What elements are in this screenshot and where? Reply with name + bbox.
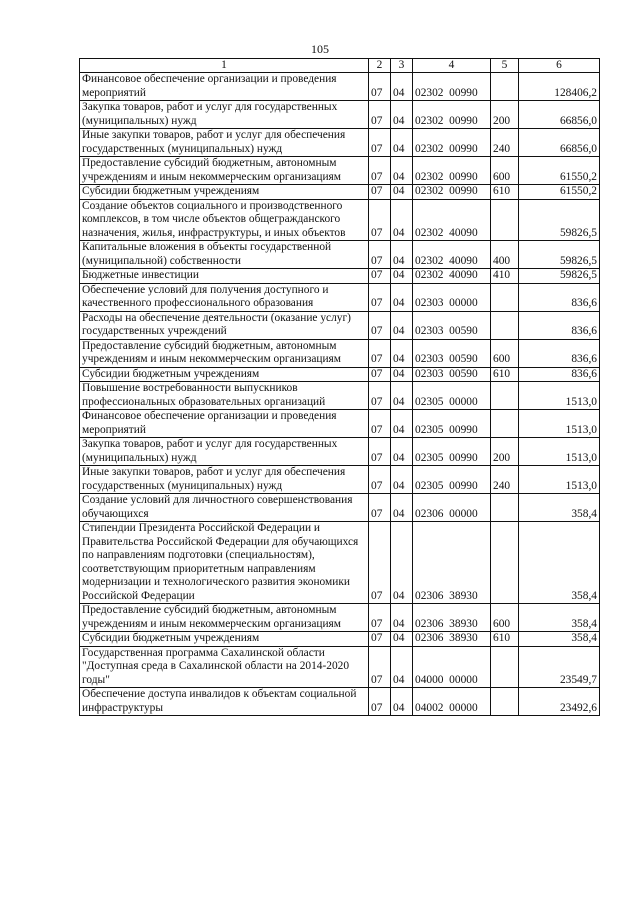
row-expense-type-cell [491,522,519,604]
row-expense-type-cell [491,494,519,522]
row-amount-cell-text: 66856,0 [559,114,597,127]
row-section-cell-text: 07 [371,170,383,183]
table-row [80,311,600,339]
table-row [80,339,600,367]
row-expense-type-cell-text: 610 [493,367,511,380]
row-subsection-cell [391,311,413,339]
row-subsection-cell [391,185,413,200]
row-amount-cell [519,466,600,494]
row-amount-cell-text: 59826,5 [559,269,597,281]
table-row [80,382,600,410]
row-name-cell [80,494,369,522]
row-section-cell-text: 07 [371,269,383,281]
row-section-cell [369,494,391,522]
row-amount-cell [519,410,600,438]
page-number: 105 [311,42,329,56]
row-target-article-cell [413,367,491,382]
row-section-cell-text: 07 [371,451,383,464]
table-row [80,632,600,647]
row-name-cell [80,157,369,185]
row-target-article-cell-text: 02302 40090 [415,226,478,239]
row-target-article-cell [413,129,491,157]
row-name-cell [80,367,369,382]
row-section-cell [369,269,391,284]
row-section-cell [369,410,391,438]
row-name-cell [80,688,369,716]
row-name-cell-text: Расходы на обеспечение деятельности (оказание услуг) государственных учреждений [82,311,351,337]
row-target-article-cell-text: 02302 40090 [415,254,478,267]
row-amount-cell-text: 1513,0 [565,451,597,464]
row-amount-cell [519,311,600,339]
row-amount-cell-text: 61550,2 [559,170,597,183]
row-target-article-cell [413,185,491,200]
row-expense-type-cell [491,632,519,647]
row-name-cell-text: Обеспечение доступа инвалидов к объектам социальной инфраструктуры [82,688,357,714]
row-expense-type-cell [491,73,519,101]
row-name-cell-text: Финансовое обеспечение организации и проведения мероприятий [82,410,337,436]
row-subsection-cell-text: 04 [393,451,405,464]
row-expense-type-cell-text: 610 [493,185,511,197]
table-row [80,101,600,129]
row-amount-cell [519,101,600,129]
row-expense-type-cell [491,688,519,716]
row-target-article-cell [413,199,491,241]
row-subsection-cell-text: 04 [393,269,405,281]
row-section-cell-text: 07 [371,423,383,436]
row-name-cell [80,646,369,688]
row-expense-type-cell-text: 610 [493,632,511,644]
row-amount-cell [519,241,600,269]
row-subsection-cell-text: 04 [393,507,405,520]
row-subsection-cell-text: 04 [393,254,405,267]
row-section-cell [369,632,391,647]
row-amount-cell-text: 66856,0 [559,142,597,155]
row-expense-type-cell-text: 600 [493,353,511,365]
column-header-2: 2 [369,59,391,73]
row-subsection-cell-text: 04 [393,589,405,602]
row-section-cell [369,646,391,688]
row-section-cell-text: 07 [371,353,383,365]
row-subsection-cell [391,339,413,367]
row-target-article-cell-text: 02305 00990 [415,423,478,436]
row-subsection-cell-text: 04 [393,353,405,365]
row-expense-type-cell [491,101,519,129]
row-subsection-cell [391,382,413,410]
row-section-cell-text: 07 [371,507,383,520]
row-amount-cell-text: 358,4 [571,617,597,630]
table-row [80,522,600,604]
row-section-cell [369,241,391,269]
row-subsection-cell-text: 04 [393,395,405,408]
row-name-cell [80,129,369,157]
row-name-cell-text: Обеспечение условий для получения доступного и качественного профессионального образования [82,283,329,309]
row-target-article-cell [413,283,491,311]
row-expense-type-cell [491,129,519,157]
column-header-4: 4 [413,59,491,73]
row-section-cell [369,157,391,185]
row-section-cell-text: 07 [371,617,383,630]
row-name-cell [80,522,369,604]
row-target-article-cell-text: 02303 00000 [415,297,478,309]
table-row [80,367,600,382]
row-target-article-cell-text: 02302 40090 [415,269,478,281]
row-target-article-cell [413,604,491,632]
row-name-cell-text: Предоставление субсидий бюджетным, автономным учреждениям и иным некоммерческим организациям [82,339,342,365]
row-subsection-cell [391,632,413,647]
row-target-article-cell-text: 02303 00590 [415,367,478,380]
table-row [80,438,600,466]
row-expense-type-cell [491,311,519,339]
row-target-article-cell [413,73,491,101]
row-target-article-cell-text: 02306 00000 [415,507,478,520]
row-amount-cell-text: 128406,2 [554,86,597,99]
row-section-cell [369,339,391,367]
column-header-5: 5 [491,59,519,73]
row-amount-cell [519,688,600,716]
row-section-cell [369,73,391,101]
table-row [80,129,600,157]
row-expense-type-cell [491,157,519,185]
table-row [80,157,600,185]
row-section-cell [369,604,391,632]
row-amount-cell-text: 1513,0 [565,395,597,408]
table-row [80,410,600,438]
row-name-cell-text: Иные закупки товаров, работ и услуг для обеспечения государственных (муниципальных) нужд [82,129,346,155]
row-amount-cell-text: 358,4 [571,589,597,602]
row-amount-cell-text: 23549,7 [559,673,597,686]
row-name-cell [80,466,369,494]
row-name-cell-text: Иные закупки товаров, работ и услуг для обеспечения государственных (муниципальных) нужд [82,466,346,492]
row-section-cell-text: 07 [371,185,383,197]
table-row [80,241,600,269]
row-subsection-cell-text: 04 [393,114,405,127]
row-amount-cell-text: 61550,2 [559,185,597,197]
row-section-cell-text: 07 [371,479,383,492]
row-target-article-cell [413,646,491,688]
row-target-article-cell [413,688,491,716]
row-section-cell [369,129,391,157]
row-name-cell-text: Закупка товаров, работ и услуг для государственных (муниципальных) нужд [82,438,338,464]
row-section-cell-text: 07 [371,86,383,99]
row-amount-cell-text: 836,6 [571,367,597,380]
table-row [80,688,600,716]
row-target-article-cell-text: 02306 38930 [415,589,478,602]
row-name-cell-text: Повышение востребованности выпускников профессиональных образовательных организаций [82,382,326,408]
row-amount-cell [519,438,600,466]
row-expense-type-cell-text: 400 [493,254,511,267]
row-target-article-cell [413,101,491,129]
row-subsection-cell-text: 04 [393,86,405,99]
row-section-cell-text: 07 [371,142,383,155]
row-expense-type-cell-text: 200 [493,114,511,127]
row-section-cell [369,438,391,466]
row-target-article-cell-text: 02305 00990 [415,479,478,492]
row-expense-type-cell-text: 600 [493,617,511,630]
row-subsection-cell-text: 04 [393,170,405,183]
row-subsection-cell-text: 04 [393,185,405,197]
row-subsection-cell-text: 04 [393,632,405,644]
row-name-cell [80,199,369,241]
row-subsection-cell [391,438,413,466]
row-amount-cell [519,185,600,200]
table-row [80,466,600,494]
row-expense-type-cell [491,185,519,200]
row-amount-cell-text: 1513,0 [565,479,597,492]
row-amount-cell [519,157,600,185]
row-target-article-cell [413,311,491,339]
row-target-article-cell [413,339,491,367]
row-name-cell [80,438,369,466]
row-amount-cell-text: 836,6 [571,297,597,309]
column-header-3: 3 [391,59,413,73]
row-expense-type-cell [491,269,519,284]
row-subsection-cell-text: 04 [393,617,405,630]
row-amount-cell [519,522,600,604]
table-row [80,283,600,311]
row-subsection-cell-text: 04 [393,297,405,309]
row-subsection-cell [391,367,413,382]
row-amount-cell [519,367,600,382]
row-subsection-cell-text: 04 [393,673,405,686]
budget-table [79,58,600,716]
row-subsection-cell [391,466,413,494]
row-name-cell-text: Бюджетные инвестиции [82,269,199,281]
row-amount-cell [519,339,600,367]
table-row [80,646,600,688]
row-section-cell-text: 07 [371,226,383,239]
row-subsection-cell [391,688,413,716]
row-target-article-cell-text: 02305 00990 [415,451,478,464]
row-target-article-cell [413,241,491,269]
row-section-cell [369,311,391,339]
row-subsection-cell-text: 04 [393,325,405,337]
row-subsection-cell [391,241,413,269]
row-expense-type-cell [491,438,519,466]
row-section-cell [369,522,391,604]
row-name-cell [80,382,369,410]
row-subsection-cell [391,129,413,157]
table-row [80,185,600,200]
row-name-cell-text: Финансовое обеспечение организации и проведения мероприятий [82,73,337,99]
row-target-article-cell-text: 02303 00590 [415,353,478,365]
row-name-cell-text: Предоставление субсидий бюджетным, автономным учреждениям и иным некоммерческим организациям [82,157,342,183]
column-header-1: 1 [80,59,369,73]
row-name-cell-text: Создание объектов социального и производственного комплексов, в том числе объектов общегражданского назначения, жилья, инфраструктуры, и иных объектов [82,199,346,239]
row-target-article-cell [413,157,491,185]
row-expense-type-cell [491,241,519,269]
row-amount-cell-text: 59826,5 [559,254,597,267]
row-target-article-cell-text: 02306 38930 [415,617,478,630]
row-amount-cell [519,269,600,284]
row-name-cell [80,269,369,284]
row-subsection-cell [391,73,413,101]
table-row [80,199,600,241]
row-section-cell [369,185,391,200]
row-expense-type-cell [491,339,519,367]
row-subsection-cell-text: 04 [393,142,405,155]
row-name-cell [80,311,369,339]
row-amount-cell-text: 836,6 [571,325,597,337]
row-name-cell [80,339,369,367]
row-expense-type-cell-text: 240 [493,479,511,492]
row-expense-type-cell-text: 410 [493,269,511,281]
row-section-cell [369,199,391,241]
row-target-article-cell-text: 02305 00000 [415,395,478,408]
row-target-article-cell [413,410,491,438]
row-name-cell-text: Субсидии бюджетным учреждениям [82,632,260,644]
row-expense-type-cell [491,382,519,410]
row-target-article-cell-text: 02302 00990 [415,142,478,155]
row-section-cell [369,101,391,129]
row-target-article-cell-text: 04000 00000 [415,673,478,686]
row-expense-type-cell [491,604,519,632]
column-header-6: 6 [519,59,600,73]
row-expense-type-cell [491,283,519,311]
row-amount-cell [519,283,600,311]
row-name-cell [80,410,369,438]
row-section-cell [369,688,391,716]
row-section-cell-text: 07 [371,297,383,309]
row-target-article-cell-text: 02302 00990 [415,86,478,99]
row-subsection-cell [391,494,413,522]
row-subsection-cell [391,604,413,632]
row-expense-type-cell [491,410,519,438]
row-name-cell [80,73,369,101]
row-target-article-cell-text: 02302 00990 [415,170,478,183]
row-expense-type-cell-text: 200 [493,451,511,464]
row-subsection-cell [391,283,413,311]
row-subsection-cell [391,157,413,185]
table-body [80,73,600,716]
row-section-cell-text: 07 [371,367,383,380]
row-name-cell-text: Субсидии бюджетным учреждениям [82,185,260,197]
row-section-cell-text: 07 [371,254,383,267]
row-amount-cell-text: 358,4 [571,632,597,644]
row-amount-cell [519,646,600,688]
row-section-cell [369,283,391,311]
row-name-cell [80,185,369,200]
row-name-cell-text: Стипендии Президента Российской Федерации и Правительства Российской Федерации для обучающихся по направлениям подготовки (специальностям), соответствующим приоритетным направлениям модернизации и технологического развития экономики Российской Федерации [82,522,359,602]
row-target-article-cell-text: 02306 38930 [415,632,478,644]
table-row [80,604,600,632]
row-subsection-cell-text: 04 [393,226,405,239]
row-subsection-cell [391,101,413,129]
row-amount-cell [519,73,600,101]
row-target-article-cell-text: 04002 00000 [415,701,478,714]
row-subsection-cell [391,269,413,284]
row-name-cell [80,632,369,647]
row-subsection-cell [391,646,413,688]
row-expense-type-cell [491,466,519,494]
row-amount-cell [519,129,600,157]
row-name-cell-text: Создание условий для личностного совершенствования обучающихся [82,494,353,520]
row-name-cell-text: Предоставление субсидий бюджетным, автономным учреждениям и иным некоммерческим организациям [82,604,342,630]
row-target-article-cell [413,494,491,522]
row-section-cell [369,382,391,410]
row-expense-type-cell [491,646,519,688]
row-amount-cell-text: 59826,5 [559,226,597,239]
row-amount-cell-text: 23492,6 [559,701,597,714]
row-section-cell-text: 07 [371,395,383,408]
row-expense-type-cell-text: 600 [493,170,511,183]
row-section-cell-text: 07 [371,325,383,337]
row-subsection-cell-text: 04 [393,701,405,714]
row-section-cell [369,367,391,382]
row-name-cell-text: Субсидии бюджетным учреждениям [82,367,260,380]
row-amount-cell-text: 358,4 [571,507,597,520]
row-amount-cell [519,494,600,522]
row-name-cell-text: Закупка товаров, работ и услуг для государственных (муниципальных) нужд [82,101,338,127]
row-section-cell-text: 07 [371,114,383,127]
row-target-article-cell [413,269,491,284]
row-target-article-cell [413,632,491,647]
row-name-cell [80,283,369,311]
row-subsection-cell [391,410,413,438]
row-target-article-cell-text: 02303 00590 [415,325,478,337]
row-subsection-cell-text: 04 [393,423,405,436]
row-subsection-cell-text: 04 [393,479,405,492]
row-amount-cell-text: 836,6 [571,353,597,365]
row-target-article-cell [413,438,491,466]
row-expense-type-cell [491,367,519,382]
table-row [80,73,600,101]
row-name-cell [80,101,369,129]
row-expense-type-cell-text: 240 [493,142,511,155]
table-header-row [80,59,600,73]
row-name-cell [80,604,369,632]
row-target-article-cell-text: 02302 00990 [415,185,478,197]
row-subsection-cell [391,199,413,241]
row-section-cell-text: 07 [371,632,383,644]
row-section-cell-text: 07 [371,673,383,686]
row-subsection-cell [391,522,413,604]
row-expense-type-cell [491,199,519,241]
row-target-article-cell [413,466,491,494]
row-amount-cell-text: 1513,0 [565,423,597,436]
row-name-cell [80,241,369,269]
row-amount-cell [519,382,600,410]
row-target-article-cell [413,522,491,604]
row-section-cell [369,466,391,494]
row-name-cell-text: Государственная программа Сахалинской области "Доступная среда в Сахалинской области на 2014-2020 годы" [82,646,350,686]
row-subsection-cell-text: 04 [393,367,405,380]
row-target-article-cell-text: 02302 00990 [415,114,478,127]
row-section-cell-text: 07 [371,589,383,602]
row-target-article-cell [413,382,491,410]
row-amount-cell [519,632,600,647]
table-row [80,494,600,522]
row-section-cell-text: 07 [371,701,383,714]
table-row [80,269,600,284]
row-amount-cell [519,199,600,241]
row-amount-cell [519,604,600,632]
row-name-cell-text: Капитальные вложения в объекты государственной (муниципальной) собственности [82,241,332,267]
